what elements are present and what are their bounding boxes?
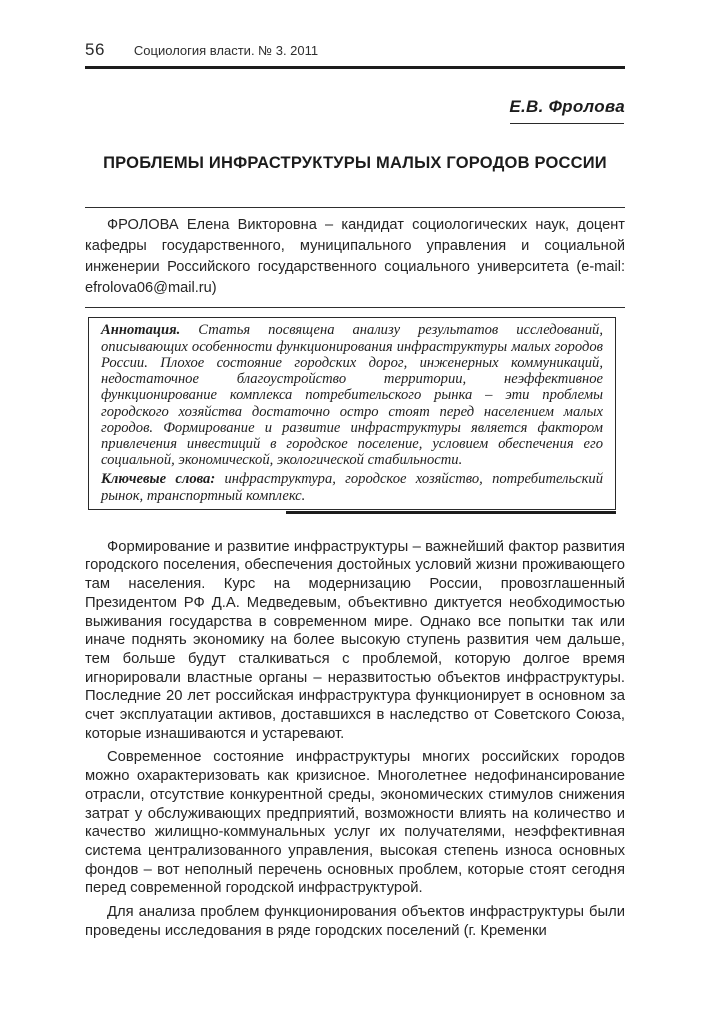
journal-title: Социология власти. № 3. 2011 xyxy=(133,43,319,58)
keywords-text: инфраструктура, городское хозяйство, потребительский рынок, транспортный комплекс. xyxy=(101,471,603,504)
bio-bottom-rule xyxy=(85,307,625,308)
author-name: Е.В. Фролова xyxy=(509,96,625,116)
body-paragraph: Для анализа проблем функционирования объектов инфраструктуры были проведены исследования в ряде городских поселений (г. Кременки xyxy=(85,904,625,939)
abstract-label: Аннотация. xyxy=(101,322,181,339)
abstract-text: Статья посвящена анализу результатов исследований, описывающих особенности функционирования инфраструктуры малых городов России. Плохое состояние городских дорог, инженерных коммуникаций, недостаточное благоустройство территории, неэффективное функционирование комплекса потребительского рынка – эти проблемы городского хозяйства достаточно остро стоят перед населением малых городов. Формирование и развитие инфраструктуры является фактором привлечения инвестиций в городское поселение, условием обеспечения его социальной, экономической, экологической стабильности. xyxy=(101,322,604,469)
keywords-paragraph xyxy=(101,471,603,503)
article-title: ПРОБЛЕМЫ ИНФРАСТРУКТУРЫ МАЛЫХ ГОРОДОВ РОССИИ xyxy=(103,153,607,172)
abstract-paragraph xyxy=(101,322,603,468)
page-content xyxy=(85,0,625,945)
abstract-box-shadow xyxy=(286,511,616,514)
page-number: 56 xyxy=(85,40,105,59)
author-underline xyxy=(510,123,624,124)
author-line xyxy=(85,97,625,124)
abstract-box xyxy=(88,317,616,509)
bio-top-rule xyxy=(85,207,625,208)
author-bio: ФРОЛОВА Елена Викторовна – кандидат социологических наук, доцент кафедры государственного, муниципального управления и социальной инженерии Российского государственного социального университета (e-mail: efrolova06@mail.ru) xyxy=(85,217,625,297)
body-paragraph: Современное состояние инфраструктуры многих российских городов можно охарактеризовать как кризисное. Многолетнее недофинансирование отрасли, отсутствие конкурентной среды, экономических стимулов снижения затрат у обслуживающих предприятий, возможности влиять на количество и качество жилищно-коммунальных услуг их получателями, неэффективная система централизованного управления, высокая степень износа основных фондов – вот неполный перечень основных проблем, которые стоят сегодня перед современной городской инфраструктурой. xyxy=(85,749,625,897)
header-rule xyxy=(85,66,625,69)
body-paragraph: Формирование и развитие инфраструктуры – важнейший фактор развития городского поселения, обеспечения достойных условий жизни проживающего там населения. Курс на модернизацию России, провозглашенный Президентом РФ Д.А. Медведевым, объективно диктуется необходимостью выживания государства в современном мире. Однако все попытки так или иначе поднять экономику на более высокую ступень развития чем дальше, тем больше будут сталкиваться с проблемой, которую долгое время игнорировали властные органы – неразвитостью объектов инфраструктуры. Последние 20 лет российская инфраструктура функционирует в основном за счет эксплуатации активов, доставшихся в наследство от Советского Союза, которые изнашиваются и устаревают. xyxy=(85,538,625,742)
article-body xyxy=(85,538,625,941)
keywords-label: Ключевые слова: xyxy=(101,471,216,488)
running-head xyxy=(85,40,625,60)
